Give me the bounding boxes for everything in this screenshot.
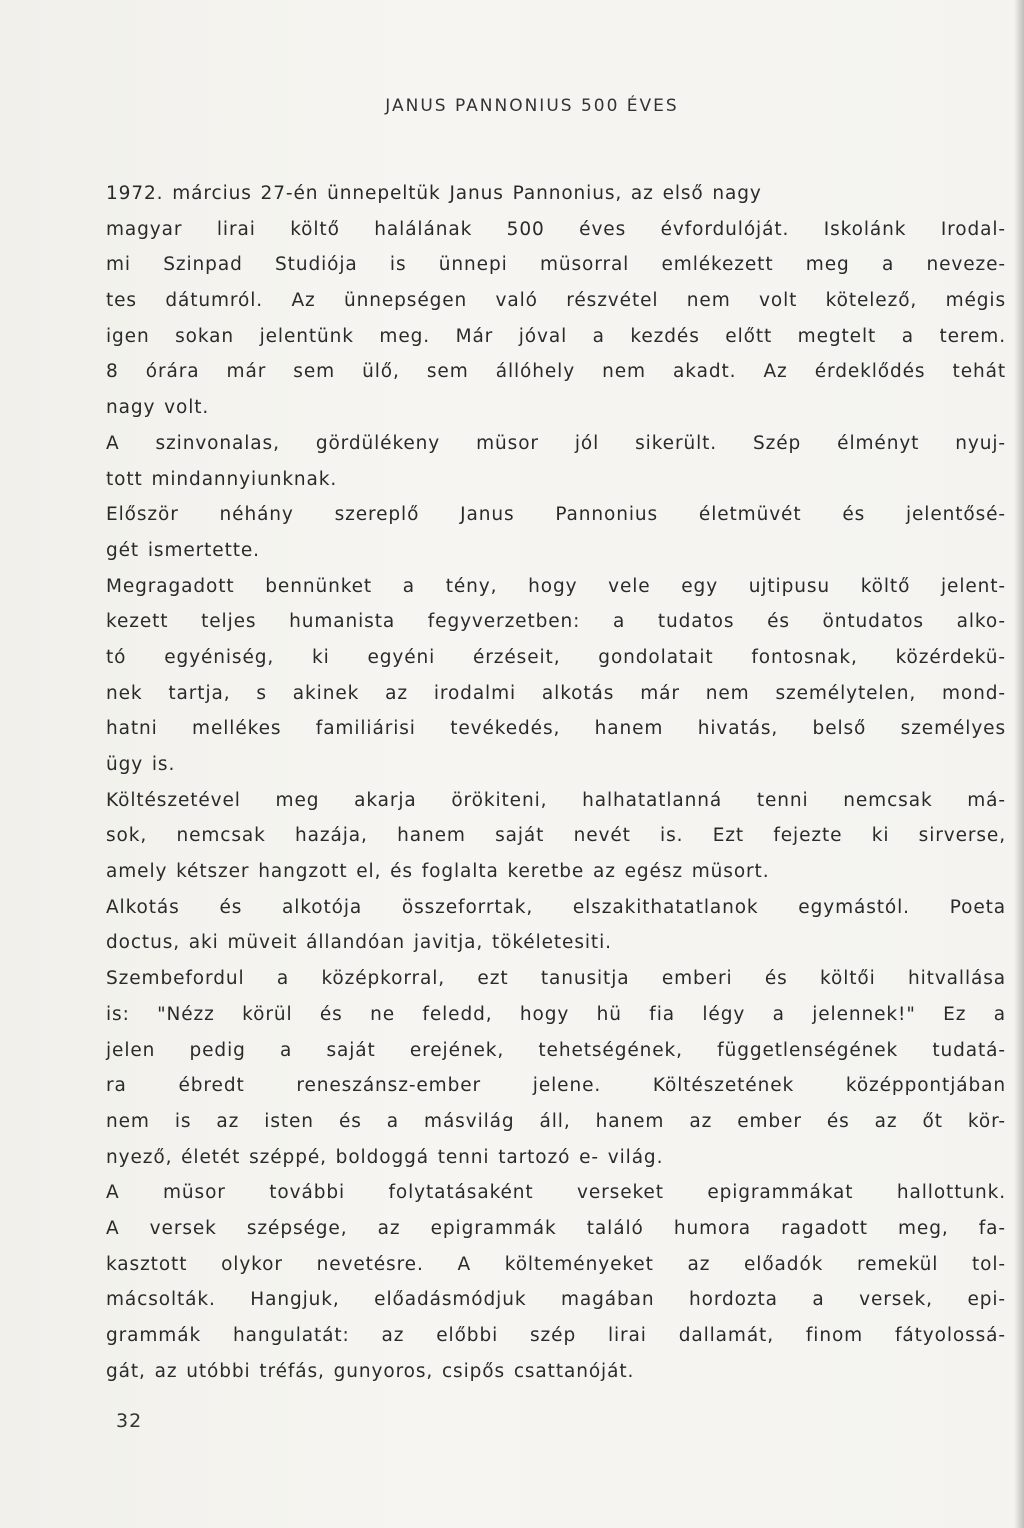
text-line: igen sokan jelentünk meg. Már jóval a kezdés előtt megtelt a terem. xyxy=(106,325,1006,347)
text-line: A versek szépsége, az epigrammák találó humora ragadott meg, fa- xyxy=(106,1217,1006,1239)
text-line: Alkotás és alkotója összeforrtak, elszakithatatlanok egymástól. Poeta xyxy=(106,896,1006,918)
text-line: nem is az isten és a másvilág áll, hanem az ember és az őt kör- xyxy=(106,1110,1006,1132)
text-line: doctus, aki müveit állandóan javitja, tökéletesiti. xyxy=(106,932,612,954)
text-line: mi Szinpad Studiója is ünnepi müsorral emlékezett meg a neveze- xyxy=(106,254,1006,276)
article-body xyxy=(106,176,1006,1389)
text-line: nek tartja, s akinek az irodalmi alkotás már nem személytelen, mond- xyxy=(106,682,1006,704)
text-line: nagy volt. xyxy=(106,397,210,419)
page-title: JANUS PANNONIUS 500 ÉVES xyxy=(385,96,679,116)
text-line: amely kétszer hangzott el, és foglalta keretbe az egész müsort. xyxy=(106,861,770,883)
text-line: ra ébredt reneszánsz-ember jelene. Költészetének középpontjában xyxy=(106,1075,1006,1097)
text-line: hatni mellékes familiárisi tevékedés, hanem hivatás, belső személyes xyxy=(106,718,1006,740)
text-line: 8 órára már sem ülő, sem állóhely nem akadt. Az érdeklődés tehát xyxy=(106,361,1006,383)
text-line: magyar lirai költő halálának 500 éves évfordulóját. Iskolánk Irodal- xyxy=(106,218,1006,240)
text-line: tes dátumról. Az ünnepségen való részvétel nem volt kötelező, mégis xyxy=(106,290,1006,312)
text-line: sok, nemcsak hazája, hanem saját nevét is. Ezt fejezte ki sirverse, xyxy=(106,825,1006,847)
text-line: tó egyéniség, ki egyéni érzéseit, gondolatait fontosnak, közérdekü- xyxy=(106,646,1006,668)
page-edge-shadow xyxy=(1014,0,1024,1528)
text-line: is: "Nézz körül és ne feledd, hogy hü fia légy a jelennek!" Ez a xyxy=(106,1003,1006,1025)
text-line: jelen pedig a saját erejének, tehetségének, függetlenségének tudatá- xyxy=(106,1039,1006,1061)
text-line: gét ismertette. xyxy=(106,539,260,561)
text-line: tott mindannyiunknak. xyxy=(106,468,338,490)
text-line: kasztott olykor nevetésre. A költeményeket az előadók remekül tol- xyxy=(106,1253,1006,1275)
text-line: ügy is. xyxy=(106,754,176,775)
text-line: grammák hangulatát: az előbbi szép lirai dallamát, finom fátyolossá- xyxy=(106,1325,1006,1346)
text-line: kezett teljes humanista fegyverzetben: a tudatos és öntudatos alko- xyxy=(106,611,1006,633)
text-line: gát, az utóbbi tréfás, gunyoros, csipős csattanóját. xyxy=(106,1360,635,1382)
text-line: Megragadott bennünket a tény, hogy vele egy ujtipusu költő jelent- xyxy=(106,575,1006,597)
text-line: Először néhány szereplő Janus Pannonius életmüvét és jelentősé- xyxy=(106,504,1006,526)
text-line: mácsolták. Hangjuk, előadásmódjuk magában hordozta a versek, epi- xyxy=(106,1289,1006,1311)
text-line: 1972. március 27-én ünnepeltük Janus Pannonius, az első nagy xyxy=(106,183,762,204)
text-line: A szinvonalas, gördülékeny müsor jól sikerült. Szép élményt nyuj- xyxy=(106,432,1006,454)
page-number: 32 xyxy=(116,1410,143,1432)
text-line: Szembefordul a középkorral, ezt tanusitja emberi és költői hitvallása xyxy=(106,968,1006,990)
text-line: A müsor további folytatásaként verseket epigrammákat hallottunk. xyxy=(106,1182,1006,1204)
text-line: Költészetével meg akarja örökiteni, halhatatlanná tenni nemcsak má- xyxy=(106,789,1006,811)
text-line: nyező, életét széppé, boldoggá tenni tartozó e- világ. xyxy=(106,1146,664,1168)
